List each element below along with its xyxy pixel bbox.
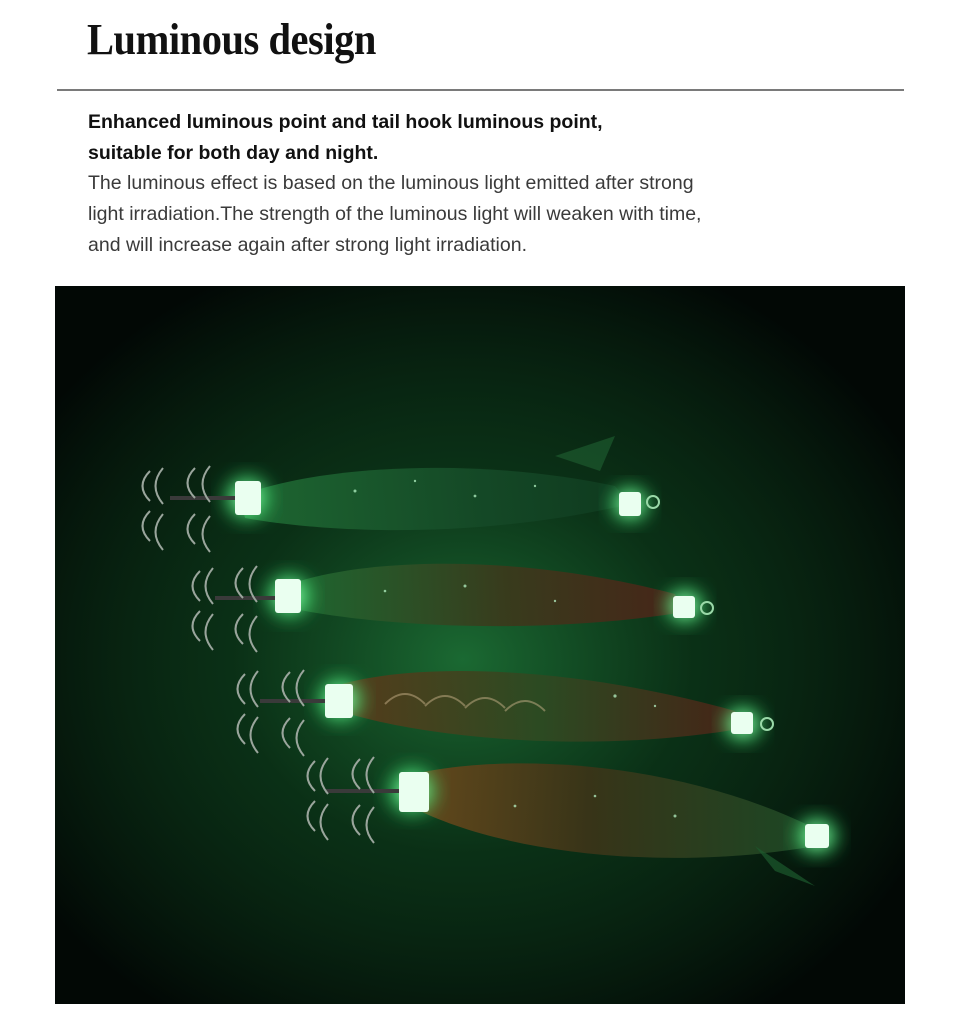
description-text xyxy=(88,168,848,261)
lead-line-2: suitable for both day and night. xyxy=(88,142,379,164)
title-divider xyxy=(57,89,904,91)
section-title: Luminous design xyxy=(87,15,376,64)
description-line-1: The luminous effect is based on the luminous light emitted after strong xyxy=(88,172,694,194)
lures-illustration xyxy=(55,286,905,1004)
description-line-3: and will increase again after strong light irradiation. xyxy=(88,234,527,256)
lead-line-1: Enhanced luminous point and tail hook luminous point, xyxy=(88,111,603,133)
lead-text xyxy=(88,107,848,169)
description-line-2: light irradiation.The strength of the luminous light will weaken with time, xyxy=(88,203,702,225)
luminous-lures-photo xyxy=(55,286,905,1004)
